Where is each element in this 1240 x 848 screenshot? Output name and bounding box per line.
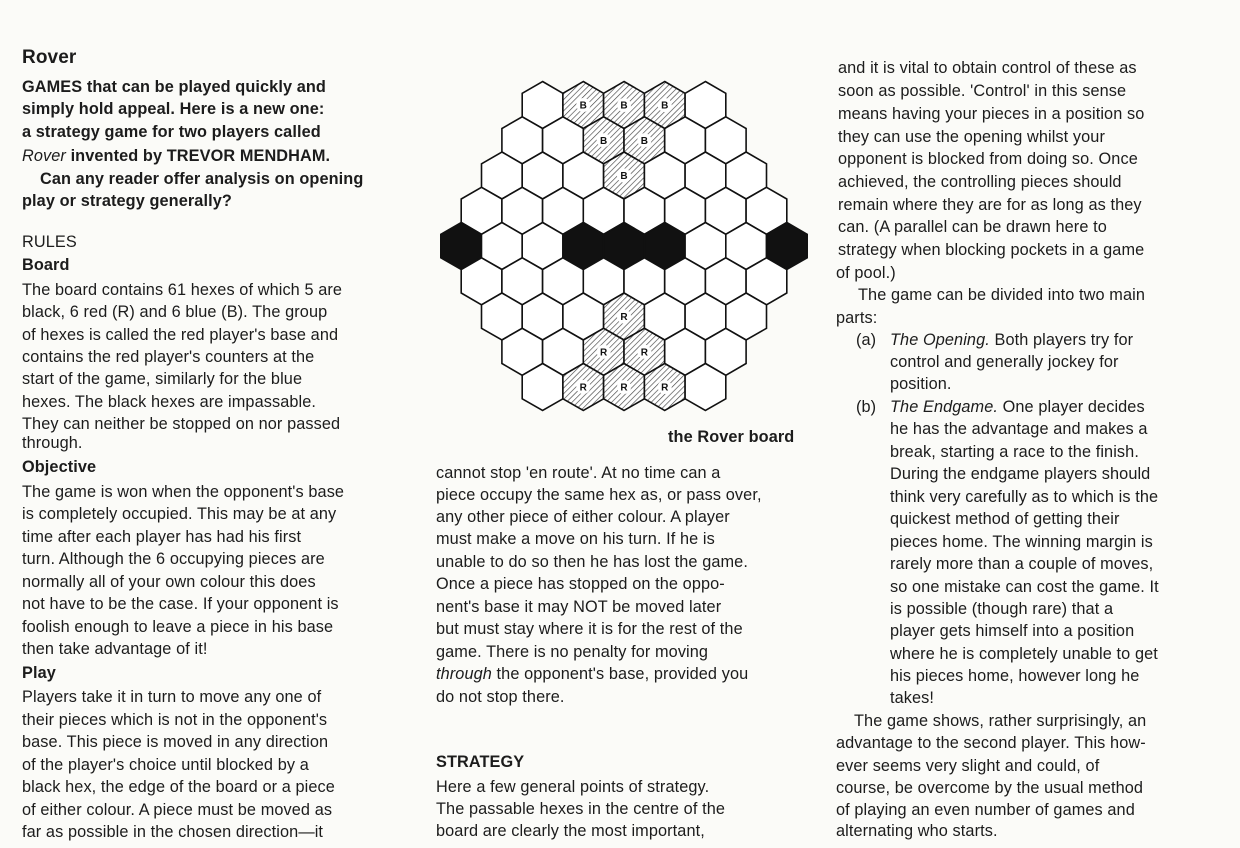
intro-line: simply hold appeal. Here is a new one: — [22, 100, 325, 118]
play-line: black hex, the edge of the board or a piece — [22, 778, 335, 796]
play-heading: Play — [22, 664, 56, 682]
middle-line: any other piece of either colour. A player — [436, 508, 730, 526]
item-b-rest: One player decides — [998, 398, 1145, 416]
item-a-title: The Opening. — [890, 331, 990, 349]
objective-heading: Objective — [22, 458, 97, 476]
board-line: start of the game, similarly for the blue — [22, 370, 303, 388]
item-b-line: quickest method of getting their — [890, 510, 1120, 528]
right-line: advantage to the second player. This how- — [836, 734, 1146, 752]
intro-line: GAMES that can be played quickly and — [22, 78, 326, 96]
counter-label: B — [600, 135, 608, 147]
counter-label: R — [620, 312, 628, 323]
middle-line: do not stop there. — [436, 688, 565, 706]
item-b-line: During the endgame players should — [890, 465, 1151, 483]
rover-board — [420, 56, 820, 436]
intro-line — [22, 145, 330, 167]
item-b-line: pieces home. The winning margin is — [890, 533, 1153, 551]
counter-label: R — [600, 347, 608, 359]
right-line: The game can be divided into two main — [858, 286, 1145, 304]
item-b-line: where he is completely unable to get — [890, 645, 1158, 663]
middle-line: Once a piece has stopped on the oppo- — [436, 575, 725, 593]
item-b-line: takes! — [890, 689, 935, 707]
counter-label: B — [661, 100, 669, 112]
intro-line-rest: invented by TREVOR MENDHAM. — [70, 147, 331, 165]
right-line: of pool.) — [836, 264, 896, 282]
play-line: of either colour. A piece must be moved as — [22, 801, 333, 819]
item-b-line: break, starting a race to the finish. — [890, 443, 1139, 461]
objective-line: is completely occupied. This may be at any — [22, 505, 337, 523]
objective-line: The game is won when the opponent's base — [22, 483, 345, 501]
right-line: course, be overcome by the usual method — [836, 779, 1144, 797]
item-b-line: so one mistake can cost the game. It — [890, 578, 1159, 596]
item-a-line: position. — [890, 375, 952, 393]
right-line: and it is vital to obtain control of these as — [838, 59, 1137, 77]
right-line: remain where they are for as long as they — [838, 196, 1142, 214]
item-a-rest: Both players try for — [989, 331, 1134, 349]
item-b-line: he has the advantage and makes a — [890, 420, 1148, 438]
article-title: Rover — [22, 47, 77, 68]
strategy-line: board are clearly the most important, — [436, 822, 705, 840]
strategy-heading: STRATEGY — [436, 753, 525, 771]
item-b-line — [890, 396, 1145, 418]
objective-line: normally all of your own colour this does — [22, 573, 316, 591]
counter-label: R — [579, 382, 587, 394]
right-line: they can use the opening whilst your — [838, 128, 1105, 146]
intro-line: Can any reader offer analysis on opening — [40, 170, 364, 188]
intro-line: play or strategy generally? — [22, 192, 232, 210]
counter-label: R — [640, 347, 648, 359]
strategy-line: Here a few general points of strategy. — [436, 778, 710, 796]
strategy-line: The passable hexes in the centre of the — [436, 800, 726, 818]
play-line: Players take it in turn to move any one of — [22, 688, 322, 706]
objective-line: then take advantage of it! — [22, 640, 208, 658]
item-a-line: control and generally jockey for — [890, 353, 1119, 371]
counter-label: B — [620, 100, 628, 112]
rover-italic: Rover — [22, 147, 66, 165]
play-line: base. This piece is moved in any direction — [22, 733, 329, 751]
counter-label: B — [579, 100, 587, 112]
board-line: black, 6 red (R) and 6 blue (B). The group — [22, 303, 328, 321]
right-line: means having your pieces in a position so — [838, 105, 1145, 123]
board-heading: Board — [22, 256, 70, 274]
right-line: parts: — [836, 309, 878, 327]
middle-line: game. There is no penalty for moving — [436, 643, 709, 661]
item-b-line: think very carefully as to which is the — [890, 488, 1159, 506]
right-line: alternating who starts. — [836, 822, 998, 840]
item-b-line: is possible (though rare) that a — [890, 600, 1114, 618]
counter-label: B — [640, 135, 648, 147]
play-line: their pieces which is not in the opponent's — [22, 711, 328, 729]
counter-label: R — [620, 382, 628, 394]
right-line: ever seems very slight and could, of — [836, 757, 1100, 775]
intro-line: a strategy game for two players called — [22, 123, 321, 141]
item-a-line — [890, 329, 1133, 351]
board-line: hexes. The black hexes are impassable. — [22, 393, 317, 411]
board-line: through. — [22, 434, 83, 452]
hex-grid — [441, 82, 807, 411]
right-line: of playing an even number of games and — [836, 801, 1135, 819]
objective-line: not have to be the case. If your opponent is — [22, 595, 339, 613]
item-b-label: (b) — [856, 398, 877, 416]
right-line: The game shows, rather surprisingly, an — [854, 712, 1147, 730]
board-line: contains the red player's counters at the — [22, 348, 315, 366]
middle-line: cannot stop 'en route'. At no time can a — [436, 464, 721, 482]
right-line: strategy when blocking pockets in a game — [838, 241, 1145, 259]
counter-label: B — [620, 171, 628, 182]
middle-line: piece occupy the same hex as, or pass over, — [436, 486, 762, 504]
objective-line: turn. Although the 6 occupying pieces are — [22, 550, 325, 568]
item-b-line: player gets himself into a position — [890, 622, 1135, 640]
board-line: of hexes is called the red player's base and — [22, 326, 339, 344]
board-line: They can neither be stopped on nor passed — [22, 415, 341, 433]
figure-caption: the Rover board — [668, 428, 795, 446]
rules-heading: RULES — [22, 233, 77, 251]
play-line: of the player's choice until blocked by a — [22, 756, 309, 774]
counter-label: R — [661, 382, 669, 394]
item-b-title: The Endgame. — [890, 398, 998, 416]
right-line: soon as possible. 'Control' in this sense — [838, 82, 1127, 100]
middle-line: nent's base it may NOT be moved later — [436, 598, 722, 616]
item-a-label: (a) — [856, 331, 877, 349]
item-b-line: his pieces home, however long he — [890, 667, 1140, 685]
objective-line: time after each player has had his first — [22, 528, 302, 546]
board-line: The board contains 61 hexes of which 5 are — [22, 281, 343, 299]
play-line: far as possible in the chosen direction—it — [22, 823, 324, 841]
middle-line: must make a move on his turn. If he is — [436, 530, 715, 548]
right-line: opponent is blocked from doing so. Once — [838, 150, 1138, 168]
middle-line — [436, 663, 748, 685]
objective-line: foolish enough to leave a piece in his base — [22, 618, 334, 636]
middle-line: unable to do so then he has lost the game. — [436, 553, 748, 571]
item-b-line: rarely more than a couple of moves, — [890, 555, 1154, 573]
right-line: achieved, the controlling pieces should — [838, 173, 1122, 191]
through-rest: the opponent's base, provided you — [491, 665, 749, 683]
through-italic: through — [436, 665, 492, 683]
middle-line: but must stay where it is for the rest of the — [436, 620, 743, 638]
right-line: can. (A parallel can be drawn here to — [838, 218, 1107, 236]
